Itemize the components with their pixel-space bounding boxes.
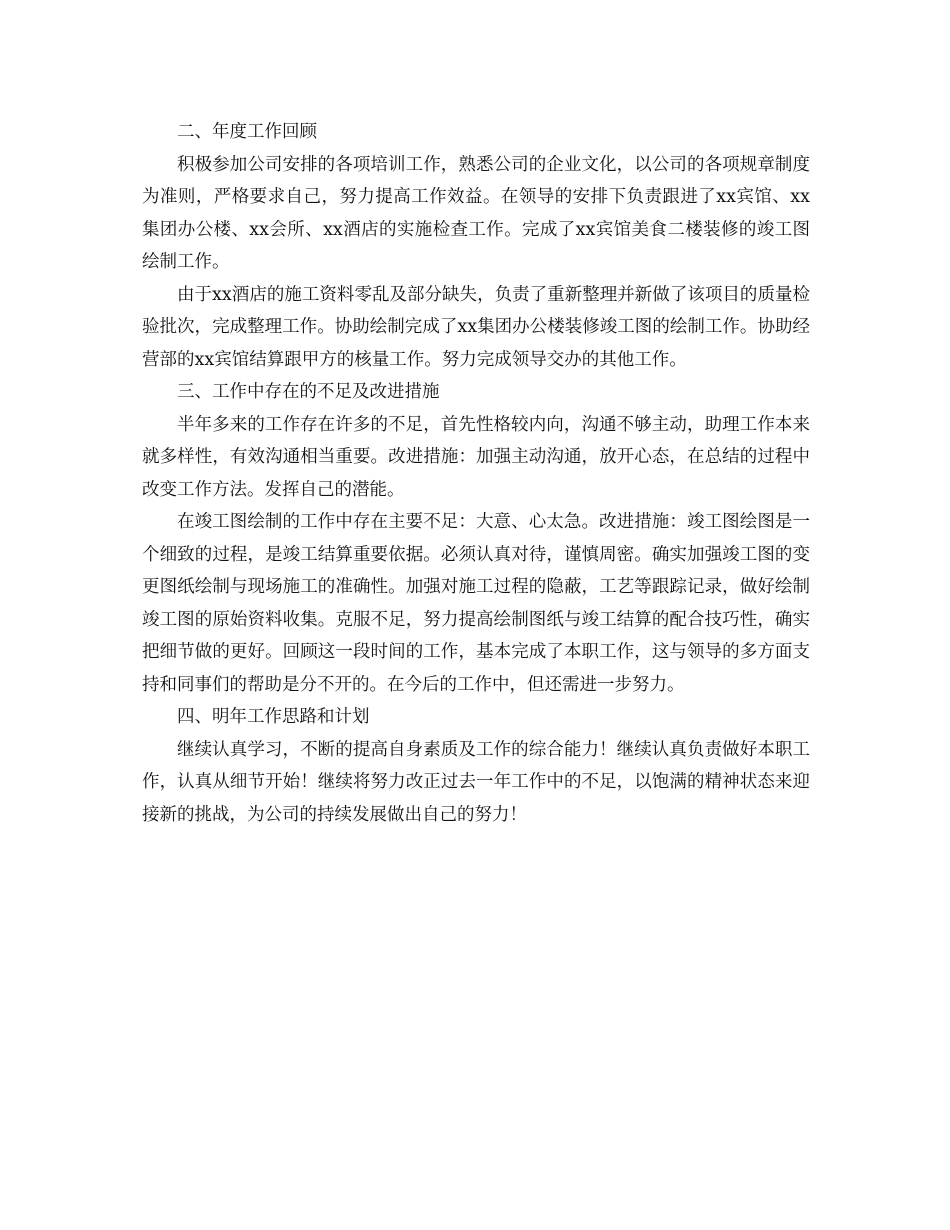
section-heading-shortcomings: 三、工作中存在的不足及改进措施	[177, 382, 440, 402]
body-paragraph: 半年多来的工作存在许多的不足，首先性格较内向，沟通不够主动，助理工作本来就多样性，有效沟通相当重要。改进措施：加强主动沟通，放开心态，在总结的过程中改变工作方法。发挥自己的潜能。	[142, 414, 810, 500]
body-paragraph: 积极参加公司安排的各项培训工作，熟悉公司的企业文化，以公司的各项规章制度为准则，严格要求自己，努力提高工作效益。在领导的安排下负责跟进了xx宾馆、xx集团办公楼、xx会所、xx酒店的实施检查工作。完成了xx宾馆美食二楼装修的竣工图绘制工作。	[142, 154, 810, 272]
section-heading-annual-review: 二、年度工作回顾	[177, 122, 317, 142]
body-paragraph: 在竣工图绘制的工作中存在主要不足：大意、心太急。改进措施：竣工图绘图是一个细致的过程，是竣工结算重要依据。必须认真对待，谨慎周密。确实加强竣工图的变更图纸绘制与现场施工的准确性。加强对施工过程的隐蔽，工艺等跟踪记录，做好绘制竣工图的原始资料收集。克服不足，努力提高绘制图纸与竣工结算的配合技巧性，确实把细节做的更好。回顾这一段时间的工作，基本完成了本职工作，这与领导的多方面支持和同事们的帮助是分不开的。在今后的工作中，但还需进一步努力。	[142, 512, 810, 695]
body-paragraph: 由于xx酒店的施工资料零乱及部分缺失，负责了重新整理并新做了该项目的质量检验批次，完成整理工作。协助绘制完成了xx集团办公楼装修竣工图的绘制工作。协助经营部的xx宾馆结算跟甲方的核量工作。努力完成领导交办的其他工作。	[142, 284, 810, 370]
section-heading-next-year-plan: 四、明年工作思路和计划	[177, 707, 370, 727]
body-paragraph: 继续认真学习，不断的提高自身素质及工作的综合能力！继续认真负责做好本职工作，认真从细节开始！继续将努力改正过去一年工作中的不足，以饱满的精神状态来迎接新的挑战，为公司的持续发展做出自己的努力！	[142, 739, 810, 825]
document-body	[142, 116, 810, 831]
